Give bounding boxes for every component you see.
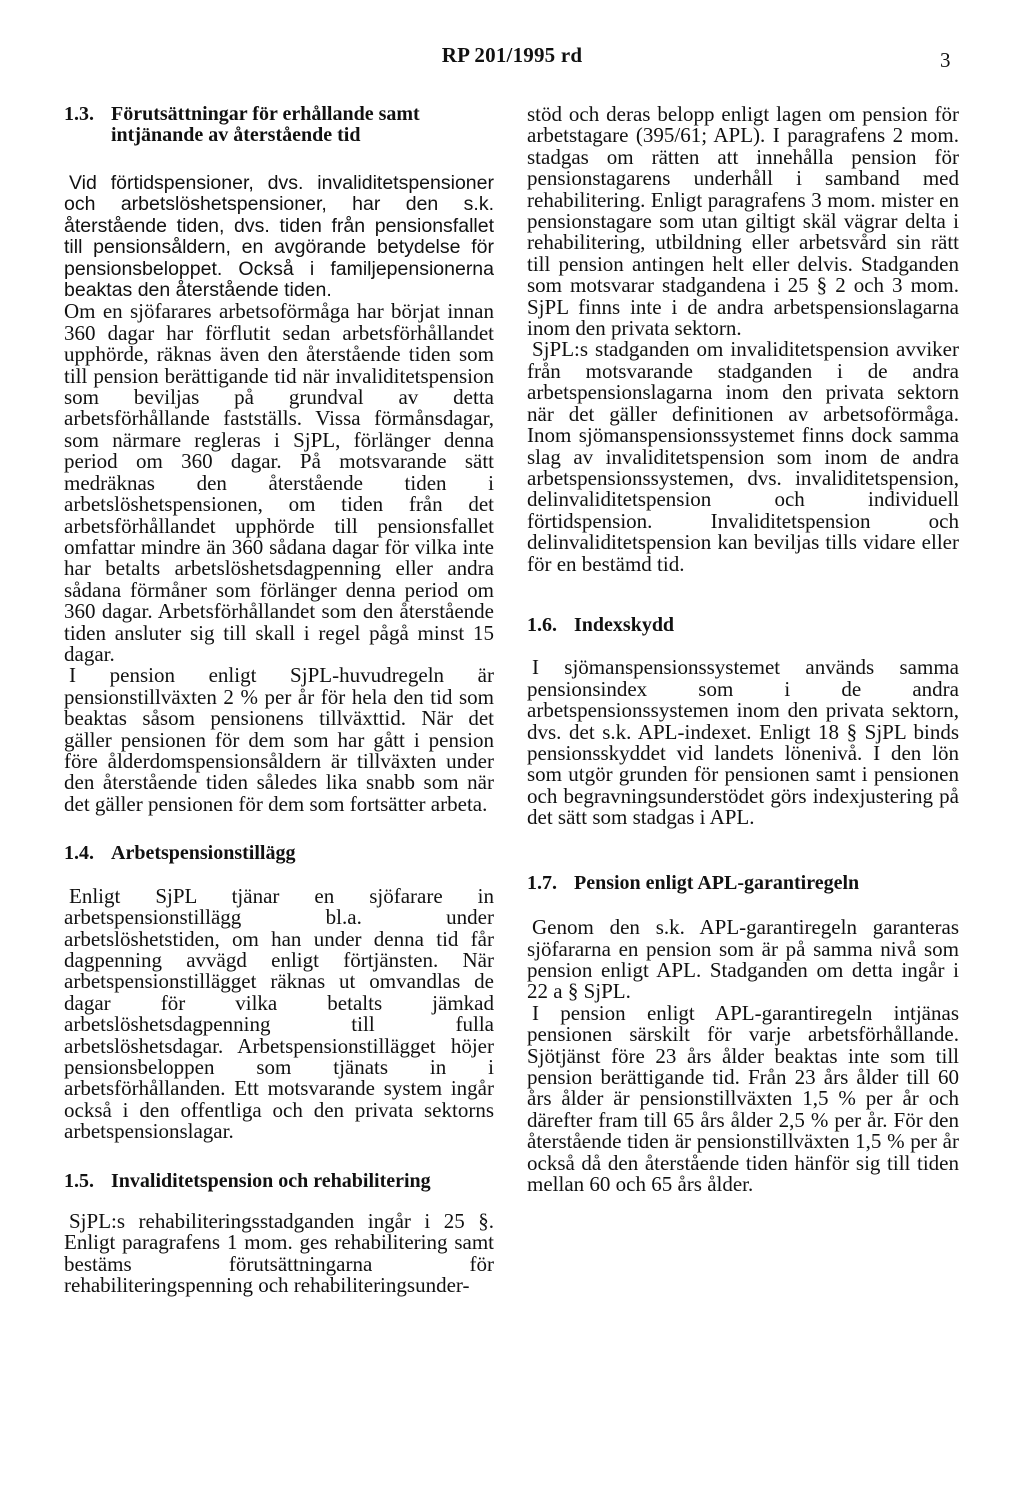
paragraph: Om en sjöfarares arbetsoförmåga har börjat innan 360 dagar har förflutit sedan arbetsförhållandet upphörde, räknas även den återstående tiden som till pension berättigande tid när invaliditetspension som beviljas på grundval av detta arbetsförhållande fastställs. Vissa förmånsdagar, som närmare regleras i SjPL, förlänger denna period om 360 dagar. På motsvarande sätt medräknas den återstående tiden i arbetslöshetspensionen, om tiden från det arbetsförhållandet upphörde till pensionsfallet omfattar mindre än 360 sådana dagar för vilka inte har betalts arbetslöshetsdagpenning eller andra sådana förmåner som förlänger denna period om 360 dagar. Arbetsförhållandet som den återstående tiden ansluter sig till skall i regel pågå minst 15 dagar. [64, 299, 494, 666]
section-number: 1.6. [527, 613, 557, 636]
paragraph: I pension enligt APL-garantiregeln intjänas pensionen särskilt för varje arbetsförhållande. Sjötjänst före 23 års ålder beaktas inte som till pension berättigande tid. Från 23 års ålder till 60 års ålder är pensionstillväxten 1,5 % per år och därefter fram till 65 års ålder 2,5 % per år. För den återstående tiden är pensionstillväxten 1,5 % per år också då den återstående tiden hänför sig till tiden mellan 60 och 65 års ålder. [527, 1000, 959, 1197]
section-1-5 [64, 1171, 494, 1297]
section-heading [64, 104, 494, 145]
section-number: 1.4. [64, 842, 94, 865]
section-number: 1.5. [64, 1169, 94, 1192]
section-1-6 [527, 615, 959, 829]
section-title: Invaliditetspension och rehabilitering [111, 1169, 431, 1192]
section-heading [527, 873, 959, 894]
page-number: 3 [940, 48, 951, 72]
paragraph: SjPL:s stadganden om invaliditetspension avviker från motsvarande stadganden i de andra arbetspensionslagarna inom den privata sektorn när det gäller definitionen av arbetsoförmåga. Inom sjömanspensionssystemet finns dock samma slag av invaliditetspension som inom de andra arbetspensionssystemen, dvs. invaliditetspension, delinvaliditetspension och individuell förtidspension. Invaliditetspension och delinvaliditetspension kan beviljas tills vidare eller för en bestämd tid. [527, 337, 959, 576]
section-heading [527, 615, 959, 636]
paragraph: I pension enligt SjPL-huvudregeln är pensionstillväxten 2 % per år för hela den tid som beaktas såsom pensionens tillväxttid. När det gäller pensionen för dem som har gått i pension före ålderdomspensionsåldern är tillväxten under den återstående tiden således lika snabb som när det gäller pensionen för dem som fortsätter arbeta. [64, 663, 494, 816]
section-1-5-continued [527, 104, 959, 575]
section-1-3 [64, 104, 494, 815]
section-number: 1.3. [64, 103, 94, 125]
section-heading [64, 1171, 494, 1192]
paragraph: I sjömanspensionssystemet används samma pensionsindex som i de andra arbetspensionssystemen inom den privata sektorn, dvs. det s.k. APL-indexet. Enligt 18 § SjPL binds pensionsskyddet vid landets lönenivå. I den lön som utgör grunden för pensionen samt i pensionen och begravningsunderstödet görs indexjustering på det sätt som stadgas i APL. [527, 655, 959, 830]
left-column [64, 104, 494, 1297]
section-title: Arbetspensionstillägg [111, 842, 296, 865]
section-number: 1.7. [527, 871, 557, 894]
paragraph: Enligt SjPL tjänar en sjöfarare in arbetspensionstillägg bl.a. under arbetslöshetstiden, om han under denna tid får dagpenning avvägd enligt förtjänsten. När arbetspensionstillägget räknas ut omvandlas de dagar för vilka betalts jämkad arbetslöshetsdagpenning till fulla arbetslöshetsdagar. Arbetspensionstillägget höjer pensionsbeloppen som tjänats in i arbetsförhållanden. Ett motsvarande system ingår också i den offentliga och den privata sektorns arbetspensionslagar. [64, 883, 494, 1144]
right-column [527, 104, 959, 1195]
running-header-title: RP 201/1995 rd [441, 43, 583, 67]
paragraph: stöd och deras belopp enligt lagen om pension för arbetstagare (395/61; APL). I paragrafens 2 mom. stadgas om rätten att innehålla pension för pensionstagarens underhåll i samband med rehabilitering. Enligt paragrafens 3 mom. mister en pensionstagare som utan giltigt skäl vägrar delta i rehabilitering, utbildning eller arbetsvård sin rätt till pension antingen helt eller delvis. Stadganden som motsvarar stadgandena i 25 § 2 och 3 mom. SjPL finns inte i de andra arbetspensionslagarna inom den privata sektorn. [527, 102, 959, 341]
section-heading [64, 843, 494, 864]
section-title: Indexskydd [574, 613, 675, 636]
section-1-4 [64, 843, 494, 1142]
paragraph: SjPL:s rehabiliteringsstadganden ingår i 25 §. Enligt paragrafens 1 mom. ges rehabilitering samt bestäms förutsättningarna för rehabiliteringspenning och rehabiliteringsunder- [64, 1209, 494, 1298]
paragraph: Genom den s.k. APL-garantiregeln garanteras sjöfararna en pension som är på samma nivå som pension enligt APL. Stadganden om detta ingår i 22 a § SjPL. [527, 915, 959, 1004]
section-title: Pension enligt APL-garantiregeln [574, 871, 860, 894]
section-1-7 [527, 873, 959, 1196]
paragraph: Vid förtidspensioner, dvs. invaliditetspensioner och arbetslöshetspensioner, har den s.k. återstående tiden, dvs. tiden från pensionsfallet till pensionsåldern, en avgörande betydelse för pensionsbeloppet. Också i familjepensionerna beaktas den återstående tiden. [64, 172, 494, 302]
section-title: Förutsättningar för erhållande samt intjänande av återstående tid [111, 103, 420, 146]
